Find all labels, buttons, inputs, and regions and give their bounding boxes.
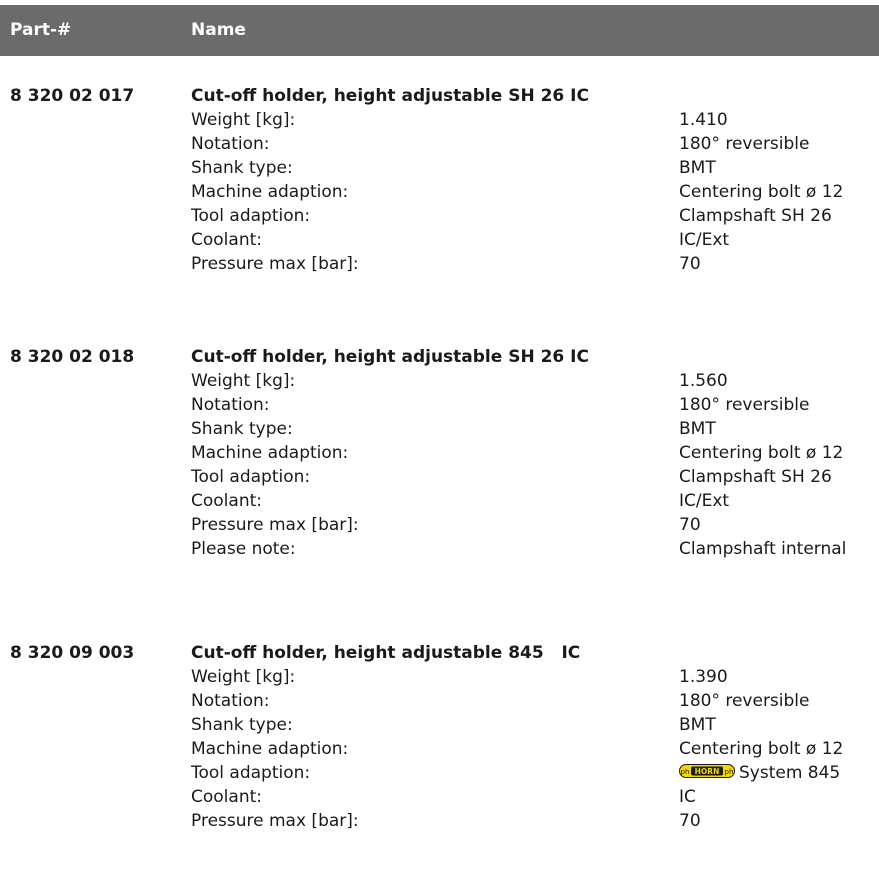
spec-label: Notation: (191, 691, 270, 711)
spec-label: Tool adaption: (191, 763, 311, 783)
spec-value: 70 (679, 254, 701, 274)
spec-row (0, 689, 879, 713)
table-header (0, 5, 879, 56)
spec-label: Notation: (191, 134, 270, 154)
spec-value: 70 (679, 811, 701, 831)
spec-label: Shank type: (191, 158, 293, 178)
spec-value: 1.560 (679, 371, 728, 391)
spec-value: IC/Ext (679, 491, 730, 511)
spec-label: Weight [kg]: (191, 371, 296, 391)
spec-row (0, 465, 879, 489)
spec-value-text: System 845 (739, 763, 841, 783)
spec-value: Clampshaft SH 26 (679, 467, 832, 487)
spec-value: 70 (679, 515, 701, 535)
spec-row (0, 809, 879, 833)
spec-row (0, 393, 879, 417)
svg-text:ph: ph (724, 768, 734, 776)
spec-value: IC/Ext (679, 230, 730, 250)
spec-label: Coolant: (191, 491, 262, 511)
spec-label: Machine adaption: (191, 739, 349, 759)
spec-row (0, 489, 879, 513)
spec-label: Tool adaption: (191, 467, 311, 487)
spec-label: Shank type: (191, 419, 293, 439)
svg-text:HORN: HORN (694, 767, 720, 776)
spec-value: Centering bolt ø 12 (679, 182, 844, 202)
spec-value: 1.410 (679, 110, 728, 130)
spec-label: Shank type: (191, 715, 293, 735)
horn-logo-icon (679, 764, 735, 778)
part-number: 8 320 02 017 (10, 86, 135, 106)
spec-row (0, 513, 879, 537)
spec-value: BMT (679, 419, 716, 439)
spec-row (0, 665, 879, 689)
spec-row (0, 180, 879, 204)
part-number-column-header: Part-# (10, 20, 72, 40)
spec-label: Coolant: (191, 787, 262, 807)
spec-label: Machine adaption: (191, 182, 349, 202)
product-name: Cut-off holder, height adjustable SH 26 IC (191, 86, 589, 106)
spec-label: Coolant: (191, 230, 262, 250)
spec-row (0, 417, 879, 441)
part-number: 8 320 09 003 (10, 643, 135, 663)
spec-row (0, 441, 879, 465)
spec-label: Weight [kg]: (191, 667, 296, 687)
svg-text:ph: ph (680, 768, 690, 776)
spec-row (0, 132, 879, 156)
spec-label: Tool adaption: (191, 206, 311, 226)
spec-value (679, 761, 840, 785)
product-name: Cut-off holder, height adjustable SH 26 IC (191, 347, 589, 367)
spec-label: Notation: (191, 395, 270, 415)
spec-value: 180° reversible (679, 134, 810, 154)
part-number: 8 320 02 018 (10, 347, 135, 367)
spec-value: 180° reversible (679, 395, 810, 415)
spec-value: IC (679, 787, 696, 807)
spec-value: BMT (679, 715, 716, 735)
product-name: Cut-off holder, height adjustable 845 IC (191, 643, 581, 663)
spec-label: Machine adaption: (191, 443, 349, 463)
spec-label: Pressure max [bar]: (191, 515, 359, 535)
spec-row (0, 761, 879, 785)
name-column-header: Name (191, 20, 246, 40)
spec-row (0, 713, 879, 737)
spec-row (0, 369, 879, 393)
spec-row (0, 252, 879, 276)
spec-value: Clampshaft SH 26 (679, 206, 832, 226)
spec-row (0, 537, 879, 561)
spec-value: Centering bolt ø 12 (679, 739, 844, 759)
spec-row (0, 785, 879, 809)
spec-row (0, 228, 879, 252)
spec-value: Clampshaft internal (679, 539, 847, 559)
spec-label: Pressure max [bar]: (191, 811, 359, 831)
spec-value: BMT (679, 158, 716, 178)
spec-value: 180° reversible (679, 691, 810, 711)
spec-value: Centering bolt ø 12 (679, 443, 844, 463)
spec-value: 1.390 (679, 667, 728, 687)
spec-label: Weight [kg]: (191, 110, 296, 130)
spec-row (0, 737, 879, 761)
spec-label: Pressure max [bar]: (191, 254, 359, 274)
spec-row (0, 108, 879, 132)
spec-label: Please note: (191, 539, 296, 559)
spec-row (0, 204, 879, 228)
spec-row (0, 156, 879, 180)
